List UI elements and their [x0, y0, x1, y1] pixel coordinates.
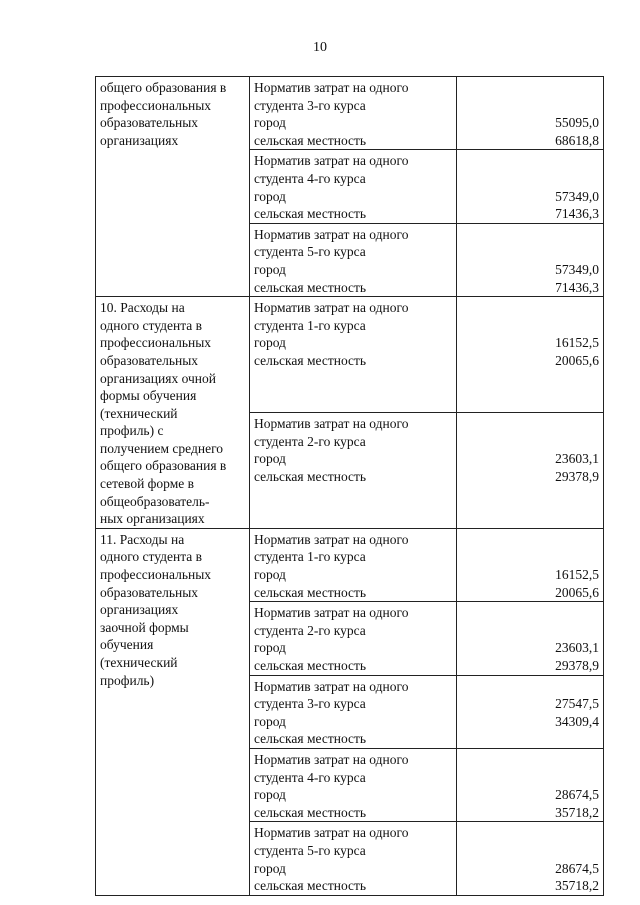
norm-cell: [250, 297, 457, 413]
category-line: профессиональных: [100, 97, 212, 113]
rural-label: сельская местность: [254, 584, 367, 600]
rural-value: 68618,8: [555, 132, 599, 148]
norm-title-line: студента 4-го курса: [254, 170, 366, 186]
norm-cell: [250, 150, 457, 223]
spacer: [461, 548, 599, 566]
values-cell: [457, 822, 604, 895]
norm-title-line: Норматив затрат на одного: [254, 605, 409, 621]
category-line: 10. Расходы на: [100, 300, 185, 316]
norm-title-line: студента 1-го курса: [254, 317, 366, 333]
city-value: 23603,1: [555, 640, 599, 656]
city-label: город: [254, 261, 286, 277]
category-line: (технический: [100, 655, 178, 670]
rural-value: 20065,6: [555, 584, 599, 600]
city-label: город: [254, 640, 286, 656]
norms-table: [95, 76, 604, 896]
category-line: 11. Расходы на: [100, 531, 185, 547]
category-line: обучения: [100, 637, 154, 653]
category-line: общего образования в: [100, 80, 227, 95]
category-cell: [96, 77, 250, 297]
rural-value: 71436,3: [555, 206, 599, 222]
rural-label: сельская местность: [254, 468, 367, 484]
category-line: (технический: [100, 405, 178, 421]
spacer: [461, 243, 599, 261]
values-cell: [457, 528, 604, 601]
norm-cell: [250, 77, 457, 150]
rural-value: 29378,9: [555, 658, 599, 673]
values-cell: [457, 602, 604, 675]
rural-label: сельская местность: [254, 206, 367, 222]
spacer: [461, 415, 599, 433]
category-line: образовательных: [100, 584, 199, 600]
category-line: одного студента в: [100, 317, 203, 333]
category-cell: [96, 297, 250, 529]
norm-title-line: Норматив затрат на одного: [254, 80, 409, 95]
rural-value: 35718,2: [555, 804, 599, 820]
spacer: [461, 317, 599, 335]
category-line: сетевой форме в: [100, 476, 194, 492]
rural-label: сельская местность: [254, 352, 367, 368]
category-line: профиль) с: [100, 423, 164, 439]
values-cell: [457, 297, 604, 413]
category-line: формы обучения: [100, 388, 197, 404]
city-value: 28674,5: [555, 787, 599, 803]
values-cell: [457, 412, 604, 528]
norm-title-line: студента 5-го курса: [254, 244, 366, 260]
city-value: 57349,0: [555, 261, 599, 277]
norm-title-line: Норматив затрат на одного: [254, 153, 409, 169]
norm-title-line: студента 1-го курса: [254, 549, 366, 565]
spacer: [461, 751, 599, 769]
category-line: заочной формы: [100, 619, 189, 635]
norm-cell: [250, 223, 457, 296]
values-cell: [457, 223, 604, 296]
city-label: город: [254, 567, 286, 583]
spacer: [461, 604, 599, 622]
rural-label: сельская местность: [254, 731, 367, 747]
table-row: [96, 528, 604, 601]
norm-title-line: студента 3-го курса: [254, 97, 366, 113]
spacer: [461, 97, 599, 115]
category-line: ных организациях: [100, 511, 205, 527]
norm-title-line: студента 4-го курса: [254, 769, 366, 785]
city-value: 23603,1: [555, 451, 599, 467]
rural-value: 34309,4: [555, 713, 599, 729]
rural-label: сельская местность: [254, 804, 367, 820]
norm-title-line: Норматив затрат на одного: [254, 751, 409, 767]
category-line: организациях: [100, 602, 179, 618]
city-value: 16152,5: [555, 335, 599, 351]
norm-title-line: Норматив затрат на одного: [254, 531, 409, 547]
table-row: [96, 77, 604, 150]
rural-value: 71436,3: [555, 279, 599, 295]
rural-value: 29378,9: [555, 468, 599, 484]
city-label: город: [254, 451, 286, 467]
city-label: город: [254, 860, 286, 876]
city-value: 28674,5: [555, 860, 599, 876]
rural-label: сельская местность: [254, 878, 367, 894]
norm-title-line: студента 2-го курса: [254, 622, 366, 638]
spacer: [461, 622, 599, 640]
values-cell: [457, 77, 604, 150]
spacer: [461, 433, 599, 451]
values-cell: [457, 150, 604, 223]
category-line: профессиональных: [100, 335, 212, 351]
table-row: [96, 297, 604, 413]
city-value: 27547,5: [555, 696, 599, 712]
rural-value: 20065,6: [555, 352, 599, 368]
spacer: [461, 824, 599, 842]
category-cell: [96, 528, 250, 895]
spacer: [461, 299, 599, 317]
category-line: получением среднего: [100, 440, 224, 456]
category-line: одного студента в: [100, 549, 203, 565]
spacer: [461, 531, 599, 549]
values-cell: [457, 748, 604, 821]
spacer: [461, 152, 599, 170]
category-line: общего образования в: [100, 458, 227, 474]
norm-title-line: Норматив затрат на одного: [254, 415, 409, 431]
spacer: [461, 769, 599, 787]
city-label: город: [254, 115, 286, 131]
city-label: город: [254, 787, 286, 803]
norm-title-line: студента 3-го курса: [254, 696, 366, 712]
category-line: профессиональных: [100, 567, 212, 583]
norm-title-line: студента 2-го курса: [254, 433, 366, 449]
norm-cell: [250, 528, 457, 601]
norm-title-line: Норматив затрат на одного: [254, 300, 409, 316]
norm-title-line: студента 5-го курса: [254, 842, 366, 858]
city-value: 16152,5: [555, 567, 599, 583]
rural-label: сельская местность: [254, 658, 367, 673]
city-label: город: [254, 713, 286, 729]
norm-cell: [250, 748, 457, 821]
spacer: [461, 226, 599, 244]
category-line: образовательных: [100, 352, 199, 368]
spacer: [461, 678, 599, 696]
rural-label: сельская местность: [254, 279, 367, 295]
category-line: организациях очной: [100, 370, 216, 386]
norm-cell: [250, 412, 457, 528]
values-cell: [457, 675, 604, 748]
page-number: 10: [313, 40, 327, 55]
norm-cell: [250, 675, 457, 748]
spacer: [461, 79, 599, 97]
norm-cell: [250, 602, 457, 675]
norm-title-line: Норматив затрат на одного: [254, 226, 409, 242]
city-label: город: [254, 335, 286, 351]
rural-value: 35718,2: [555, 878, 599, 894]
norm-title-line: Норматив затрат на одного: [254, 678, 409, 694]
norm-cell: [250, 822, 457, 895]
spacer: [461, 170, 599, 188]
category-line: организациях: [100, 132, 179, 148]
city-value: 57349,0: [555, 188, 599, 204]
rural-label: сельская местность: [254, 132, 367, 148]
norm-title-line: Норматив затрат на одного: [254, 825, 409, 841]
city-label: город: [254, 188, 286, 204]
norms-table-body: [96, 77, 604, 896]
category-line: общеобразователь-: [100, 493, 210, 509]
category-line: профиль): [100, 672, 155, 688]
category-line: образовательных: [100, 115, 199, 131]
city-value: 55095,0: [555, 115, 599, 131]
spacer: [461, 842, 599, 860]
